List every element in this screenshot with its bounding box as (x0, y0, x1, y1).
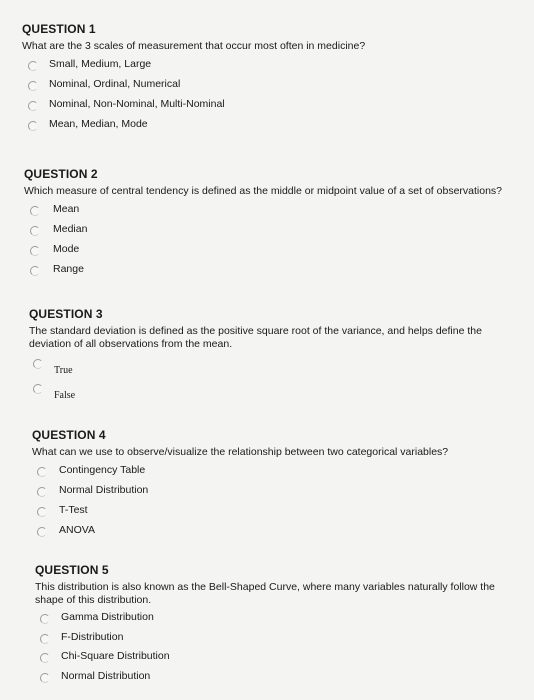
radio-button[interactable] (33, 359, 43, 369)
question-1 (22, 22, 502, 138)
option-label: Nominal, Non-Nominal, Multi-Nominal (49, 98, 225, 110)
option-label: Median (53, 223, 88, 235)
option-label: Chi-Square Distribution (61, 650, 170, 662)
question-4-option-3[interactable] (32, 504, 502, 524)
radio-button[interactable] (28, 121, 38, 131)
question-2-text: Which measure of central tendency is defined as the middle or midpoint value of a set of observations? (24, 185, 503, 197)
radio-button[interactable] (30, 246, 40, 256)
option-label: T-Test (59, 504, 88, 516)
question-4-option-4[interactable] (32, 524, 502, 544)
option-label: Small, Medium, Large (49, 58, 152, 70)
question-5-option-1[interactable] (35, 611, 505, 631)
question-2-title: QUESTION 2 (24, 167, 98, 181)
question-3-text: The standard deviation is defined as the positive square root of the variance, and helps define the deviation of all observations from the mean. (29, 325, 482, 350)
question-5-text: This distribution is also known as the Bell-Shaped Curve, where many variables naturally follow the shape of this distribution. (35, 581, 495, 606)
radio-button[interactable] (37, 527, 47, 537)
question-1-option-3[interactable] (22, 98, 502, 118)
option-label: True (54, 365, 73, 376)
question-5 (35, 563, 505, 689)
radio-button[interactable] (28, 81, 38, 91)
question-4-text: What can we use to observe/visualize the relationship between two categorical variables? (32, 446, 449, 458)
radio-button[interactable] (40, 673, 50, 683)
question-1-text: What are the 3 scales of measurement that occur most often in medicine? (22, 40, 366, 52)
option-label: Mean (53, 203, 80, 215)
radio-button[interactable] (33, 384, 43, 394)
question-3-option-false[interactable] (29, 384, 499, 409)
radio-button[interactable] (28, 101, 38, 111)
radio-button[interactable] (40, 634, 50, 644)
option-label: Normal Distribution (59, 484, 149, 496)
option-label: Mean, Median, Mode (49, 118, 148, 130)
option-label: Contingency Table (59, 464, 146, 476)
question-1-option-1[interactable] (22, 58, 502, 78)
question-1-title: QUESTION 1 (22, 22, 96, 36)
question-4-option-2[interactable] (32, 484, 502, 504)
question-2 (24, 167, 524, 283)
radio-button[interactable] (37, 467, 47, 477)
question-3 (29, 307, 499, 409)
option-label: F-Distribution (61, 630, 124, 643)
option-label: False (54, 390, 76, 401)
option-label: Normal Distribution (61, 669, 151, 682)
question-3-option-true[interactable] (29, 359, 499, 384)
option-label: Gamma Distribution (61, 611, 154, 623)
option-label: Nominal, Ordinal, Numerical (49, 78, 181, 90)
question-2-option-3[interactable] (24, 243, 524, 263)
question-5-title: QUESTION 5 (35, 563, 109, 577)
radio-button[interactable] (30, 226, 40, 236)
question-4-option-1[interactable] (32, 464, 502, 484)
question-2-option-1[interactable] (24, 203, 524, 223)
radio-button[interactable] (28, 61, 38, 71)
radio-button[interactable] (40, 653, 50, 663)
question-5-option-2[interactable] (35, 631, 505, 651)
question-5-option-4[interactable] (35, 670, 505, 690)
radio-button[interactable] (37, 507, 47, 517)
option-label: Range (53, 263, 84, 275)
question-3-title: QUESTION 3 (29, 307, 103, 321)
radio-button[interactable] (30, 266, 40, 276)
radio-button[interactable] (37, 487, 47, 497)
radio-button[interactable] (40, 614, 50, 624)
option-label: ANOVA (59, 524, 95, 536)
question-4-title: QUESTION 4 (32, 428, 106, 442)
question-4 (32, 428, 502, 544)
question-2-option-2[interactable] (24, 223, 524, 243)
question-2-option-4[interactable] (24, 263, 524, 283)
option-label: Mode (53, 243, 80, 255)
question-1-option-4[interactable] (22, 118, 502, 138)
question-1-option-2[interactable] (22, 78, 502, 98)
question-5-option-3[interactable] (35, 650, 505, 670)
radio-button[interactable] (30, 206, 40, 216)
